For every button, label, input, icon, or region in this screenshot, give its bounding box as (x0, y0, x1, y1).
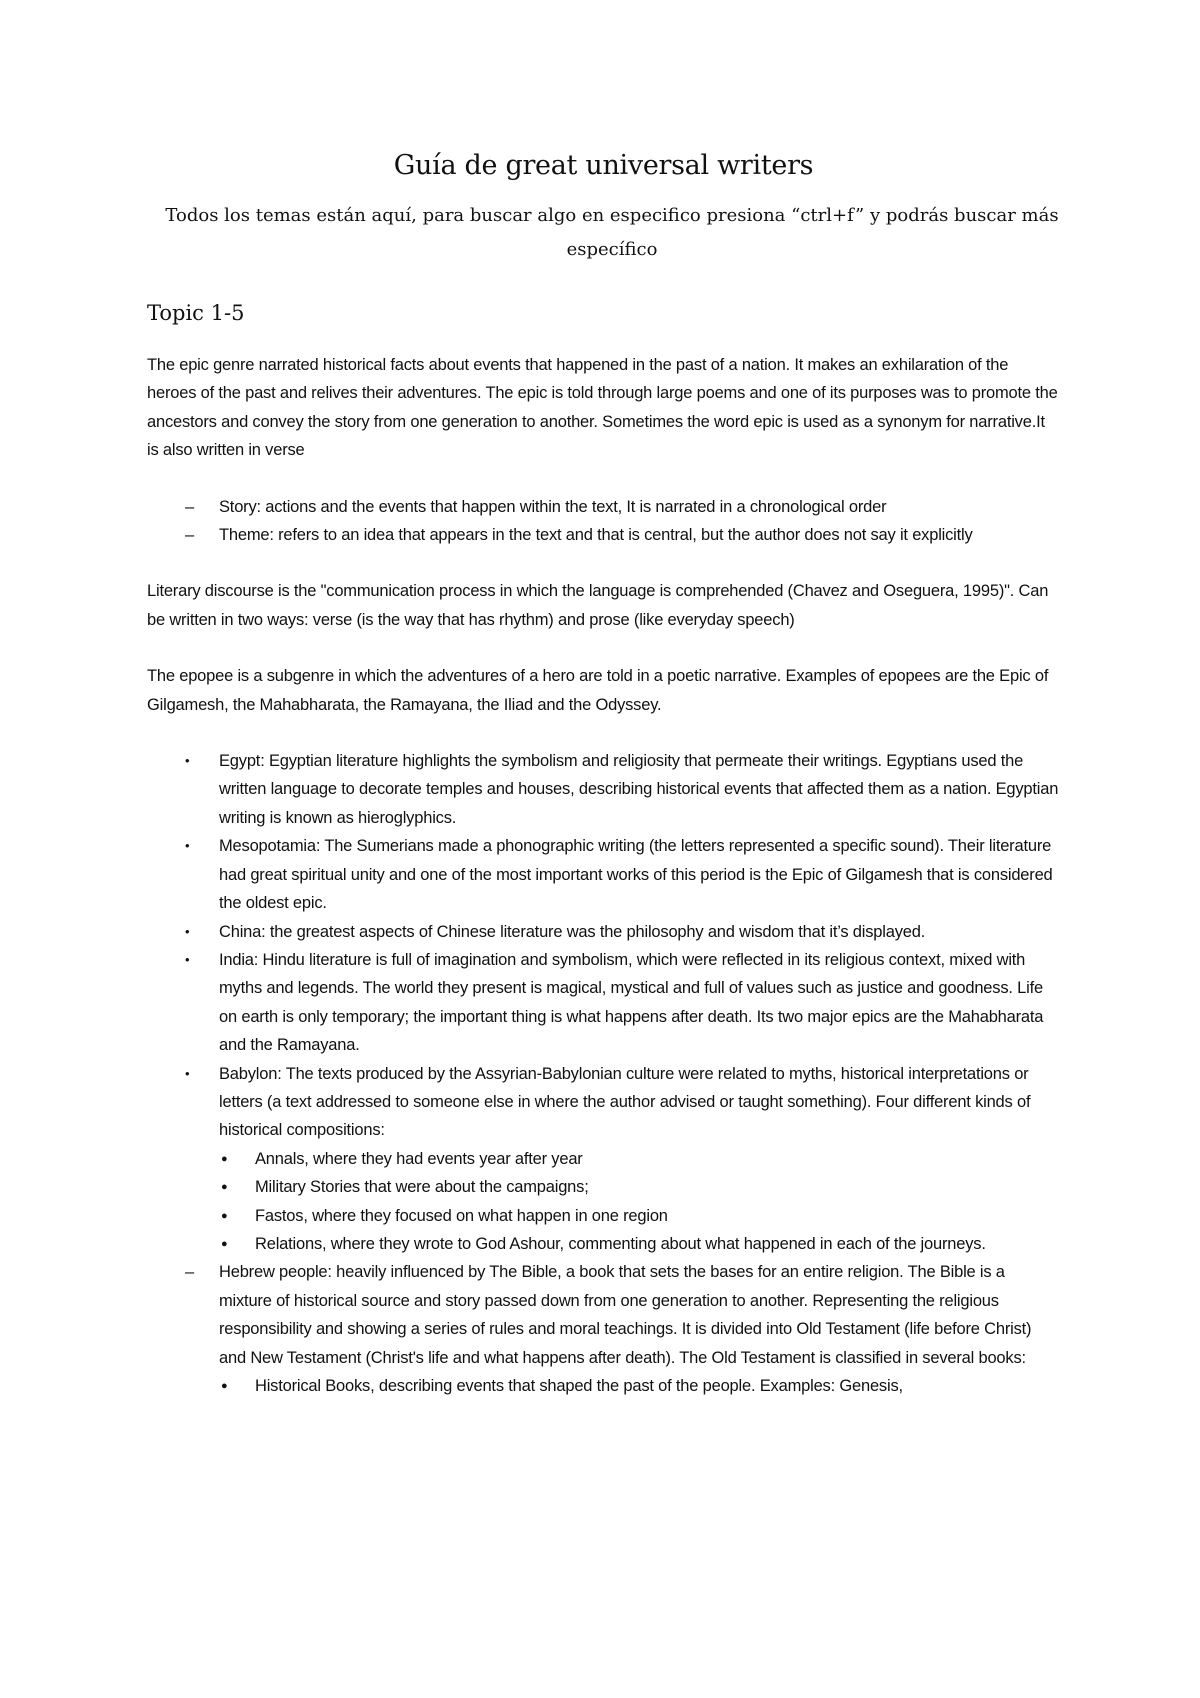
list-item-military-stories: ● Military Stories that were about the campaigns; (219, 1173, 1060, 1201)
list-item-hebrew (147, 1258, 1060, 1400)
list-item-india: • India: Hindu literature is full of imagination and symbolism, which were reflected in its religious context, mixed with myths and legends. The world they present is magical, mystical and full of values such as justice and goodness. Life on earth is only temporary; the important thing is what happens after death. Its two major epics are the Mahabharata and the Ramayana. (147, 946, 1060, 1060)
list-item-egypt: • Egypt: Egyptian literature highlights the symbolism and religiosity that permeate their writings. Egyptians used the written language to decorate temples and houses, describing historical events that affected them as a nation. Egyptian writing is known as hieroglyphics. (147, 747, 1060, 832)
list-item-theme: – Theme: refers to an idea that appears in the text and that is central, but the author does not say it explicitly (147, 521, 1060, 549)
list-item-fastos: ● Fastos, where they focused on what happen in one region (219, 1202, 1060, 1230)
paragraph-discourse: Literary discourse is the "communication process in which the language is comprehended (Chavez and Oseguera, 1995)". Can be written in two ways: verse (is the way that has rhythm) and prose (like everyday speech) (147, 582, 1049, 629)
list-item-china: • China: the greatest aspects of Chinese literature was the philosophy and wisdom that it’s displayed. (147, 918, 1060, 946)
topic-heading: Topic 1-5 (147, 301, 245, 325)
babylon-text: Babylon: The texts produced by the Assyrian-Babylonian culture were related to myths, historical interpretations or letters (a text addressed to someone else in where the author advised or taught something). Four different kinds of historical compositions: (219, 1064, 1031, 1140)
terms-list (147, 493, 1060, 550)
list-item-mesopotamia: • Mesopotamia: The Sumerians made a phonographic writing (the letters represented a specific sound). Their literature had great spiritual unity and one of the most important works of this period is the Epic of Gilgamesh that is considered the oldest epic. (147, 832, 1060, 917)
list-item-annals: ● Annals, where they had events year after year (219, 1145, 1060, 1173)
hebrew-list (147, 1258, 1060, 1400)
list-item-relations: ● Relations, where they wrote to God Ashour, commenting about what happened in each of the journeys. (219, 1230, 1060, 1258)
old-testament-books-list (219, 1372, 1060, 1400)
list-item-story: – Story: actions and the events that happen within the text, It is narrated in a chronological order (147, 493, 1060, 521)
hebrew-text: Hebrew people: heavily influenced by The Bible, a book that sets the bases for an entire religion. The Bible is a mixture of historical source and story passed down from one generation to another. Representing the religious responsibility and showing a series of rules and moral teachings. It is divided into Old Testament (life before Christ) and New Testament (Christ's life and what happens after death). The Old Testament is classified in several books: (219, 1263, 1032, 1367)
list-item-historical-books: ● Historical Books, describing events that shaped the past of the people. Examples: Genesis, (219, 1372, 1060, 1400)
paragraph-epopee: The epopee is a subgenre in which the adventures of a hero are told in a poetic narrative. Examples of epopees are the Epic of Gilgamesh, the Mahabharata, the Ramayana, the Iliad and the Odyssey. (147, 667, 1049, 714)
document-subtitle: Todos los temas están aquí, para buscar algo en especifico presiona “ctrl+f” y podrás buscar más específico (165, 205, 1059, 260)
cultures-list (147, 747, 1060, 1258)
paragraph-epic: The epic genre narrated historical facts about events that happened in the past of a nation. It makes an exhilaration of the heroes of the past and relives their adventures. The epic is told through large poems and one of its purposes was to promote the ancestors and convey the story from one generation to another. Sometimes the word epic is used as a synonym for narrative.It is also written in verse (147, 356, 1058, 460)
list-item-babylon (147, 1060, 1060, 1259)
babylon-compositions-list (219, 1145, 1060, 1259)
document-title: Guía de great universal writers (393, 150, 814, 181)
